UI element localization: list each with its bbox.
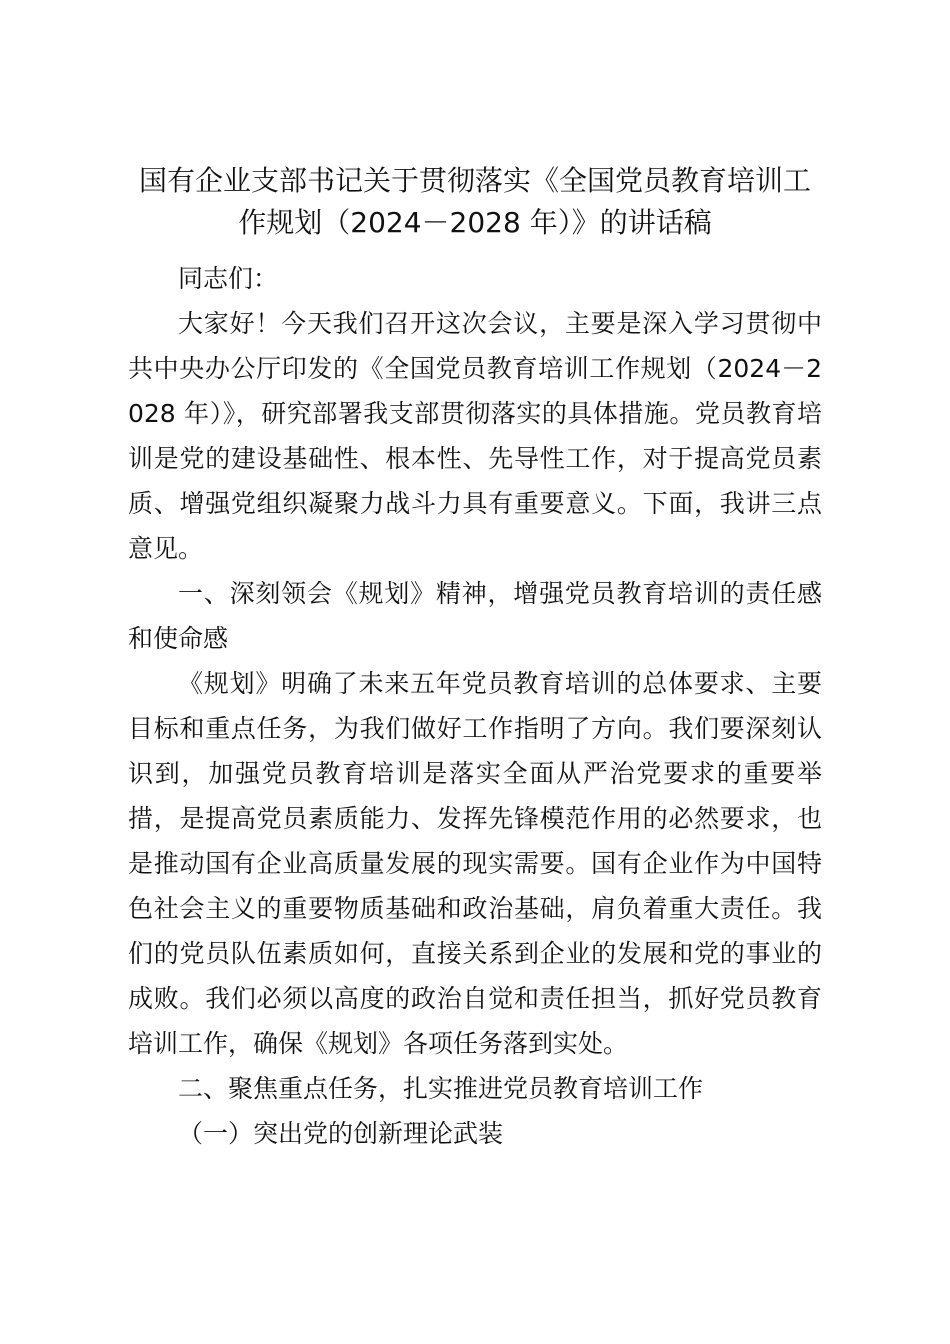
title-line-1: 国有企业支部书记关于贯彻落实《全国党员教育培训工: [138, 164, 811, 197]
section-heading-2: 二、聚焦重点任务，扎实推进党员教育培训工作: [178, 1074, 704, 1103]
document-page: [128, 160, 822, 1156]
section-heading-1: 一、深刻领会《规划》精神，增强党员教育培训的责任感和使命感: [128, 579, 822, 653]
title-line-2: 作规划（2024－2028 年）》的讲话稿: [238, 206, 712, 239]
subsection-heading-1: （一）突出党的创新理论武装: [178, 1119, 504, 1148]
salutation: 同志们：: [178, 264, 279, 293]
paragraph-section-1: 《规划》明确了未来五年党员教育培训的总体要求、主要目标和重点任务，为我们做好工作指明了方向。我们要深刻认识到，加强党员教育培训是落实全面从严治党要求的重要举措，是提高党员素质能力、发挥先锋模范作用的必然要求，也是推动国有企业高质量发展的现实需要。国有企业作为中国特色社会主义的重要物质基础和政治基础，肩负着重大责任。我们的党员队伍素质如何，直接关系到企业的发展和党的事业的成败。我们必须以高度的政治自觉和责任担当，抓好党员教育培训工作，确保《规划》各项任务落到实处。: [128, 669, 822, 1058]
document-title: [116, 160, 834, 244]
paragraph-opening: 大家好！今天我们召开这次会议，主要是深入学习贯彻中共中央办公厅印发的《全国党员教育培训工作规划（2024－2028 年）》，研究部署我支部贯彻落实的具体措施。党员教育培训是党的建设基础性、根本性、先导性工作，对于提高党员素质、增强党组织凝聚力战斗力具有重要意义。下面，我讲三点意见。: [128, 309, 822, 563]
